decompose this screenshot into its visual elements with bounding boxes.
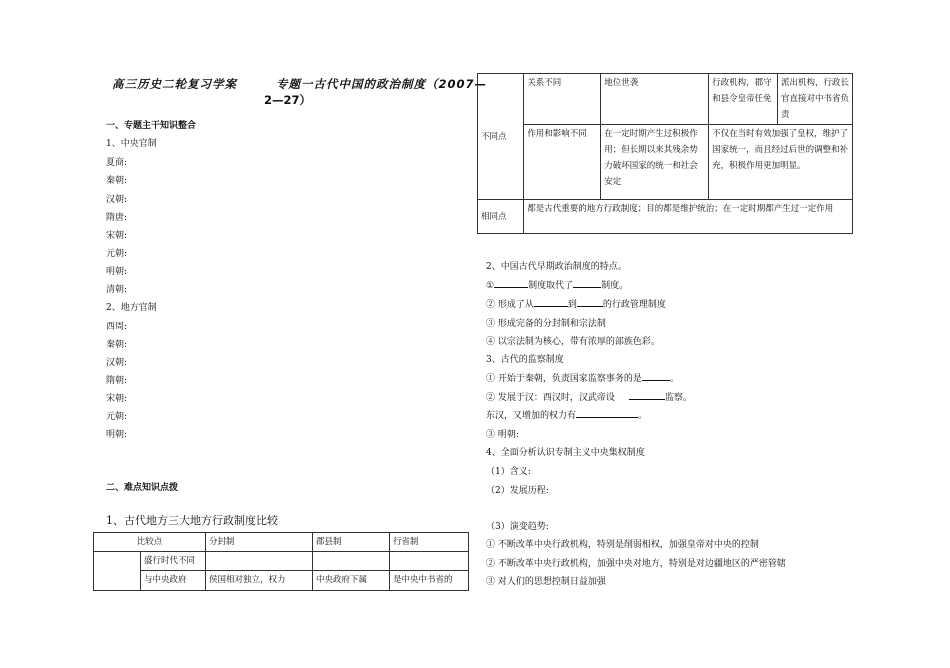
fill-line xyxy=(486,371,679,384)
section-heading: 4、全面分析认识专制主义中央集权制度 xyxy=(486,448,645,458)
compare-title: 1、古代地方三大地方行政制度比较 xyxy=(106,514,278,527)
topic-date: 2—27） xyxy=(264,93,312,107)
table-cell: 侯国相对独立，权力 xyxy=(206,571,313,591)
fill-text: 的行政管理制度 xyxy=(602,300,666,310)
list-item: ④ 以宗法制为核心，带有浓厚的部族色彩。 xyxy=(486,337,660,347)
list-item: （3）演变趋势: xyxy=(486,522,549,532)
fill-line xyxy=(486,408,647,421)
central-item: 宋朝: xyxy=(106,231,128,241)
central-item: 元朝: xyxy=(106,249,128,259)
local-item: 汉朝: xyxy=(106,358,128,368)
table-cell xyxy=(390,552,469,571)
blank-field[interactable] xyxy=(629,390,665,400)
central-item: 汉朝: xyxy=(106,195,128,205)
table-row-label: 不同点 xyxy=(478,74,524,200)
central-item: 隋唐: xyxy=(106,213,128,223)
list-item: ② 不断改革中央行政机构，加强中央对地方，特别是对边疆地区的严密管辖 xyxy=(486,559,786,569)
fill-text: 。 xyxy=(638,411,648,421)
fill-text: 。 xyxy=(669,374,679,384)
fill-text: 到 xyxy=(567,300,577,310)
section1-heading: 一、专题主干知识整合 xyxy=(106,121,197,131)
document-title: 高三历史二轮复习学案 xyxy=(112,77,237,91)
table-cell: 关系不同 xyxy=(524,74,601,125)
table-row-label: 与中央政府 xyxy=(141,571,206,591)
fill-text: ① xyxy=(486,281,495,291)
list-item: （2）发展历程: xyxy=(486,486,549,496)
list-item: ③ 形成完备的分封制和宗法制 xyxy=(486,319,606,329)
fill-line xyxy=(486,297,666,310)
table-row-label: 盛行时代不同 xyxy=(141,552,206,571)
table-cell: 行政机构，郡守和县令皇帝任免 xyxy=(709,74,778,125)
central-item: 明朝: xyxy=(106,267,128,277)
local-item: 隋朝: xyxy=(106,376,128,386)
table-cell: 不仅在当时有效加强了皇权，维护了国家统一，而且经过后世的调整和补充，积极作用更加明显。 xyxy=(709,125,853,200)
table-cell: 中央政府下属 xyxy=(313,571,390,591)
list-item: （1）含义: xyxy=(486,467,531,477)
topic-title: 专题一古代中国的政治制度（2007— xyxy=(276,77,488,91)
table-cell xyxy=(94,552,141,591)
fill-text: 监察。 xyxy=(664,393,692,403)
table-header: 行省制 xyxy=(390,533,469,552)
blank-field[interactable] xyxy=(534,297,568,307)
fill-text: ② 形成了从 xyxy=(486,300,534,310)
local-item: 西周: xyxy=(106,322,128,332)
table-cell: 都是古代重要的地方行政制度；目的都是维护统治；在一定时期都产生过一定作用 xyxy=(524,200,853,234)
central-item: 夏商: xyxy=(106,158,128,168)
fill-text: 制度。 xyxy=(601,281,629,291)
fill-text: 制度取代了 xyxy=(528,281,574,291)
central-item: 清朝: xyxy=(106,285,128,295)
comparison-table-left xyxy=(93,532,469,591)
table-cell: 作用和影响不同 xyxy=(524,125,601,200)
blank-field[interactable] xyxy=(494,278,528,288)
section2-heading: 二、难点知识点拨 xyxy=(106,483,179,493)
local-item: 秦朝: xyxy=(106,340,128,350)
list-item: ① 不断改革中央行政机构，特别是削弱相权，加强皇帝对中央的控制 xyxy=(486,540,759,550)
fill-line xyxy=(486,278,628,291)
list-item: ③ 对人们的思想控制日益加强 xyxy=(486,577,606,587)
table-header: 比较点 xyxy=(94,533,206,552)
local-item: 元朝: xyxy=(106,412,128,422)
central-item: 秦朝: xyxy=(106,176,128,186)
table-cell xyxy=(206,552,313,571)
fill-text: 东汉，又增加的权力有 xyxy=(486,411,577,421)
blank-field[interactable] xyxy=(576,408,638,418)
blank-field[interactable] xyxy=(577,297,603,307)
comparison-table-right xyxy=(477,73,853,234)
blank-field[interactable] xyxy=(642,371,670,381)
blank-field[interactable] xyxy=(573,278,601,288)
table-cell: 在一定时期产生过积极作用；但长期以来其残余势力破坏国家的统一和社会安定 xyxy=(601,125,709,200)
central-heading: 1、中央官制 xyxy=(106,139,157,149)
section-heading: 2、中国古代早期政治制度的特点。 xyxy=(486,262,627,272)
section-heading: 3、古代的监察制度 xyxy=(486,355,564,365)
fill-text: ② 发展于汉：西汉时，汉武帝设 xyxy=(486,393,615,403)
local-heading: 2、地方官制 xyxy=(106,303,157,313)
fill-line xyxy=(486,390,692,403)
local-item: 明朝: xyxy=(106,430,128,440)
list-item: ③ 明朝: xyxy=(486,430,519,440)
fill-text: ① 开始于秦朝，负责国家监察事务的是 xyxy=(486,374,642,384)
table-cell: 地位世袭 xyxy=(601,74,709,125)
table-header: 郡县制 xyxy=(313,533,390,552)
table-cell: 派出机构，行政长官直接对中书省负责 xyxy=(777,74,852,125)
table-cell xyxy=(313,552,390,571)
local-item: 宋朝: xyxy=(106,394,128,404)
table-row-label: 相同点 xyxy=(478,200,524,234)
table-cell: 是中央中书省的 xyxy=(390,571,469,591)
table-header: 分封制 xyxy=(206,533,313,552)
